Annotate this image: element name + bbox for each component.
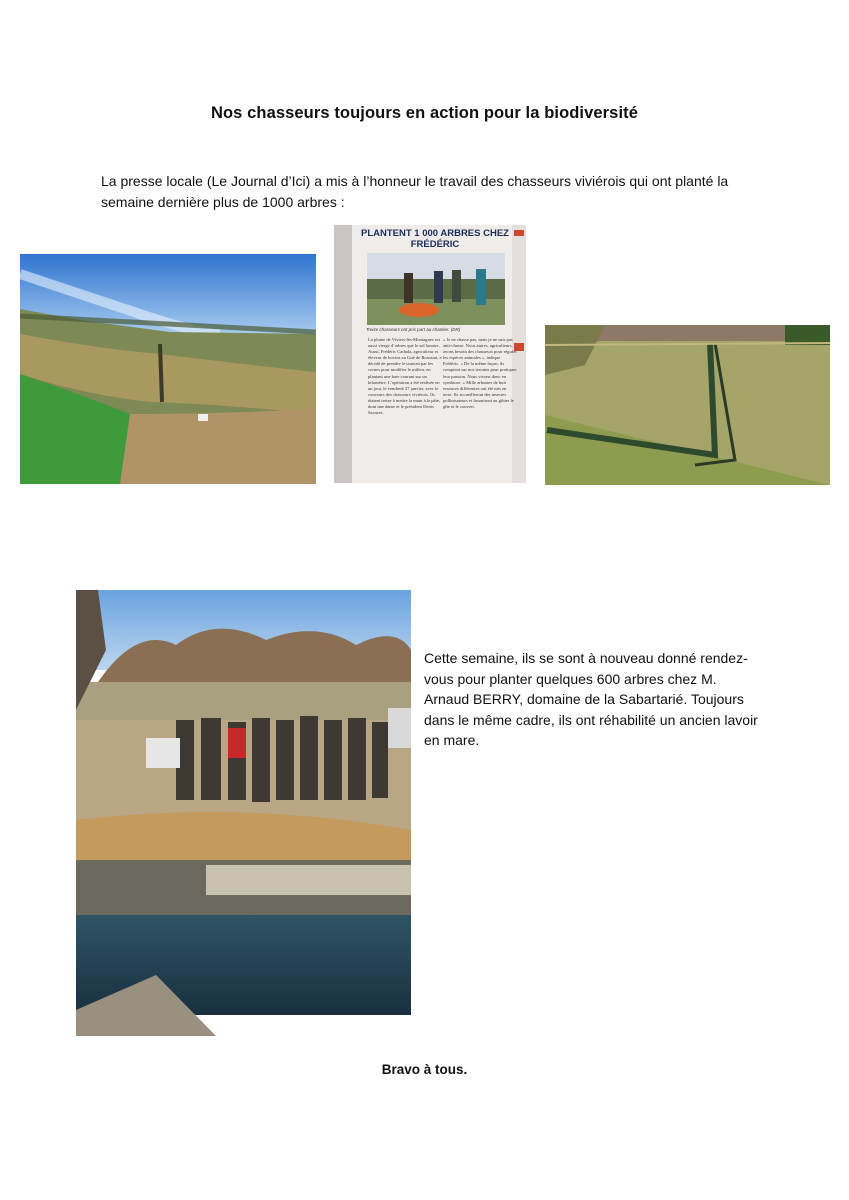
closing-line: Bravo à tous. [381,1062,468,1077]
page-title: Nos chasseurs toujours en action pour la biodiversité [210,104,639,122]
clipping-caption: Treize chasseurs ont pris part au chantier. (DR) [366,327,461,332]
clipping-headline: PLANTENT 1 000 ARBRES CHEZ FRÉDÉRIC [361,228,509,250]
group-photo [76,590,411,1036]
clipping-column-right: « Je ne chasse pas, mais je ne suis pas anti-chasse. Nous autres, agriculteurs, avons besoin des chasseurs pour réguler les espèces animales », indique Frédéric. « De la même façon, ils comptent sur nos terrains pour pratiquer leur passion. Nous vivons donc en symbiose. » Mille arbustes de huit essences différentes ont été mis en terre. Ils accueilleront des insectes pollinisateurs et fourniront au gibier le gîte et le couvert. [443,337,517,410]
clipping-column-left: La plaine de Viviers-lès-Montagnes est aussi vierge d’arbres que le sol lunaire. Aussi, Frédéric Cathala, agriculteur et éleveur de bovins au Gué de Roussiat, a décidé de prendre le taureau par les cornes pour modifier le milieu, en plantant une haie courant sur un kilomètre. L’opération a été réalisée en un jour, le vendredi 27 janvier, avec le concours des chasseurs viviérois. Ils étaient treize à mettre la main à la pâte, dont une dame et le président Denis Sacazes. [368,337,442,416]
aerial-field-photo [20,254,316,484]
side-paragraph: Cette semaine, ils se sont à nouveau donné rendez-vous pour planter quelques 600 arbres chez M. Arnaud BERRY, domaine de la Sabartarié. Toujours dans le même cadre, ils ont réhabilité un ancien lavoir en mare. [424,650,758,748]
newspaper-clipping-photo [334,225,526,483]
intro-paragraph: La presse locale (Le Journal d’Ici) a mis à l’honneur le travail des chasseurs viviérois qui ont planté la semaine dernière plus de 1000 arbres : [101,173,729,210]
aerial-hedge-photo [545,325,830,485]
